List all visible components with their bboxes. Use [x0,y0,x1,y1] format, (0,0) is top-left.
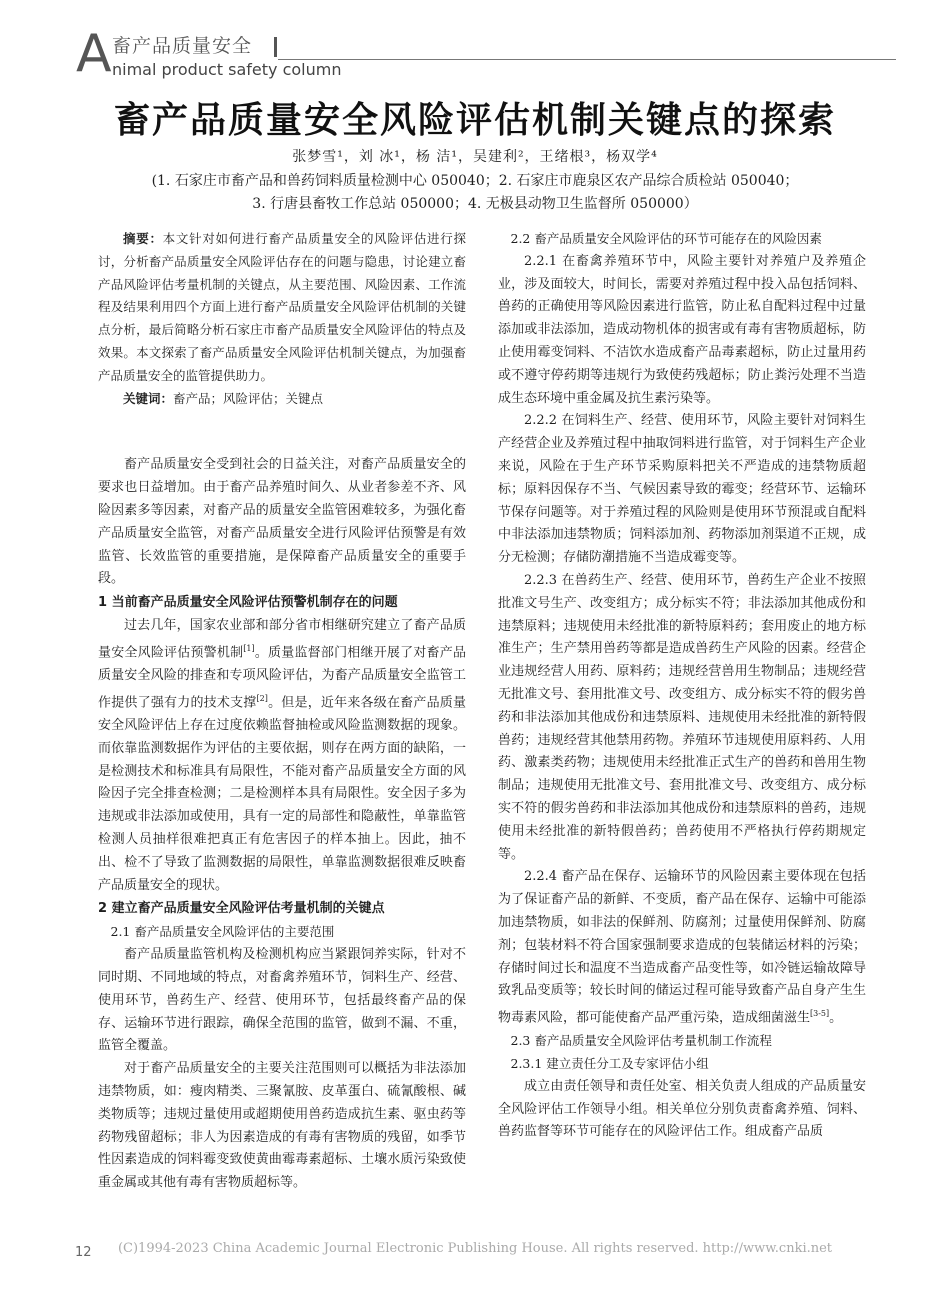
header-divider [274,37,277,57]
citation-1: [1] [243,643,255,653]
column-header [76,24,896,84]
section-2-3-heading: 2.3 畜产品质量安全风险评估考量机制工作流程 [510,1033,772,1049]
column-name-cn: 畜产品质量安全 [112,35,253,57]
section-2-2-heading: 2.2 畜产品质量安全风险评估的环节可能存在的风险因素 [510,231,822,246]
author-list: 张梦雪¹，刘 冰¹，杨 洁¹，吴建利²，王绪根³，杨双学⁴ [292,149,658,165]
copyright-footer: (C)1994-2023 China Academic Journal Electronic Publishing House. All rights reserved. http://www.cnki.net [117,1241,833,1256]
section-1-heading: 1 当前畜产品质量安全风险评估预警机制存在的问题 [98,595,398,611]
section-2-1-heading: 2.1 畜产品质量安全风险评估的主要范围 [110,924,335,940]
section-2-1-paragraph-2: 对于畜产品质量安全的主要关注范围则可以概括为非法添加违禁物质，如：瘦肉精类、三聚氰胺、皮革蛋白、硫氰酸根、碱类物质等；违规过量使用或超期使用兽药造成抗生素、驱虫药等药物残留超标；非人为因素造成的有毒有害物质的残留，如季节性因素造成的饲料霉变致使黄曲霉毒素超标、土壤水质污染致使重金属或其他有毒有害物质超标等。 [98,1061,466,1191]
column-initial-letter: A [76,24,112,84]
keywords-text: 畜产品；风险评估；关键点 [173,390,324,406]
column-name-en: nimal product safety column [112,60,342,79]
abstract [98,228,466,388]
left-column [98,228,466,1195]
article-title: 畜产品质量安全风险评估机制关键点的探索 [113,99,836,141]
keywords-label: 关键词： [123,390,174,406]
section-2-1-paragraph-1: 畜产品质量监管机构及检测机构应当紧跟饲养实际，针对不同时期、不同地域的特点，对畜禽养殖环节，饲料生产、经营、使用环节，兽药生产、经营、使用环节，包括最终畜产品的保存、运输环节进行跟踪，确保全范围的监管，做到不漏、不重，监管全覆盖。 [98,947,466,1054]
section-2-3-1-heading: 2.3.1 建立责任分工及专家评估小组 [510,1056,709,1072]
intro-paragraph: 畜产品质量安全受到社会的日益关注，对畜产品质量安全的要求也日益增加。由于畜产品养殖时间久、从业者参差不齐、风险因素多等因素，对畜产品的质量安全监管困难较多，为强化畜产品质量安全监管，对畜产品质量安全进行风险评估预警是有效监管、长效监管的重要措施，是保障畜产品质量安全的重要手段。 [98,457,466,587]
section-2-2-1-paragraph: 2.2.1 在畜禽养殖环节中，风险主要针对养殖户及养殖企业，涉及面较大，时间长，需要对养殖过程中投入品包括饲料、兽药的正确使用等风险因素进行监管，防止私自配料过程中过量添加或非法添加，造成动物机体的损害或有毒有害物质超标，防止使用霉变饲料、不洁饮水造成畜产品毒素超标，防止过量用药或不遵守停药期等违规行为致使药残超标；防止粪污处理不当造成生态环境中重金属及抗生素污染等。 [498,253,866,406]
right-column [498,228,866,1144]
section-2-2-2-paragraph: 2.2.2 在饲料生产、经营、使用环节，风险主要针对饲料生产经营企业及养殖过程中抽取饲料进行监管，对于饲料生产企业来说，风险在于生产环节采购原料把关不严造成的违禁物质超标；原料因保存不当、气候因素导致的霉变；经营环节、运输环节保存问题等。对于养殖过程的风险则是使用环节预混或自配料中非法添加违禁物质；饲料添加剂、药物添加剂渠道不正规，成分无检测；存储防潮措施不当造成霉变等。 [498,413,866,566]
abstract-text: 本文针对如何进行畜产品质量安全的风险评估进行探讨，分析畜产品质量安全风险评估存在的问题与隐患，讨论建立畜产品风险评估考量机制的关键点，从主要范围、风险因素、工作流程及结果利用四个方面上进行畜产品质量安全风险评估机制的关键点分析，最后简略分析石家庄市畜产品质量安全风险评估的特点及效果。本文探索了畜产品质量安全风险评估机制关键点，为加强畜产品质量安全的监管提供助力。 [98,231,466,383]
spacer [98,410,466,454]
abstract-label: 摘要： [123,231,163,246]
header-rule [278,59,896,60]
section-2-2-3-paragraph: 2.2.3 在兽药生产、经营、使用环节，兽药生产企业不按照批准文号生产、改变组方；成分标实不符；非法添加其他成份和违禁原料；违规使用未经批准的新特原料药；套用废止的地方标准生产；生产禁用兽药等都是造成兽药生产风险的因素。经营企业违规经营人用药、原料药；违规经营兽用生物制品；违规经营无批准文号、套用批准文号、改变组方、成分标实不符的假劣兽药和非法添加其他成份和违禁原料、违规使用未经批准的新特假兽药；违规经营其他禁用药物。养殖环节违规使用原料药、人用药、激素类药物；违规使用未经批准正式生产的兽药和兽用生物制品；违规使用无批准文号、套用批准文号、改变组方、成分标实不符的假劣兽药和非法添加其他成份和违禁原料的兽药，违规使用未经批准的新特假兽药；兽药使用不严格执行停药期规定等。 [498,572,866,862]
affiliation-line-1: (1. 石家庄市畜产品和兽药饲料质量检测中心 050040；2. 石家庄市鹿泉区农产品综合质检站 050040； [151,173,799,189]
affiliation-line-2: 3. 行唐县畜牧工作总站 050000；4. 无极县动物卫生监督所 050000） [252,196,698,212]
section-1-paragraph: 过去几年，国家农业部和部分省市相继研究建立了畜产品质量安全风险评估预警机制[1]。质量监督部门相继开展了对畜产品质量安全风险的排查和专项风险评估，为畜产品质量安全监管工作提供了强有力的技术支撑[2]。但是，近年来各级在畜产品质量安全风险评估上存在过度依赖监督抽检或风险监测数据的现象。而依靠监测数据作为评估的主要依据，则存在两方面的缺陷，一是检测技术和标准具有局限性，不能对畜产品质量安全方面的风险因子完全排查检测；二是检测样本具有局限性。安全因子多为违规或非法添加或使用，具有一定的局部性和隐蔽性，单靠监管检测人员抽样很难把真正有危害因子的样本抽上。因此，抽不出、检不了导致了监测数据的局限性，单靠监测数据很难反映畜产品质量安全的现状。 [98,618,466,893]
citation-3-5: [3-5] [810,1009,830,1019]
page-number: 12 [75,1245,92,1260]
section-2-heading: 2 建立畜产品质量安全风险评估考量机制的关键点 [98,901,385,917]
keywords [98,388,466,411]
section-2-3-1-paragraph: 成立由责任领导和责任处室、相关负责人组成的产品质量安全风险评估工作领导小组。相关单位分别负责畜禽养殖、饲料、兽药监督等环节可能存在的风险评估工作。组成畜产品质 [498,1078,866,1140]
citation-2: [2] [256,693,268,703]
section-2-2-4-paragraph: 2.2.4 畜产品在保存、运输环节的风险因素主要体现在包括为了保证畜产品的新鲜、不变质，畜产品在保存、运输中可能添加违禁物质，如非法的保鲜剂、防腐剂；过量使用保鲜剂、防腐剂；包装材料不符合国家强制要求造成的包装储运材料的污染；存储时间过长和温度不当造成畜产品变性等，如冷链运输故障导致乳品变质等；较长时间的储运过程可能导致畜产品自身产生生物毒素风险，都可能使畜产品严重污染，造成细菌滋生[3-5]。 [498,869,866,1026]
